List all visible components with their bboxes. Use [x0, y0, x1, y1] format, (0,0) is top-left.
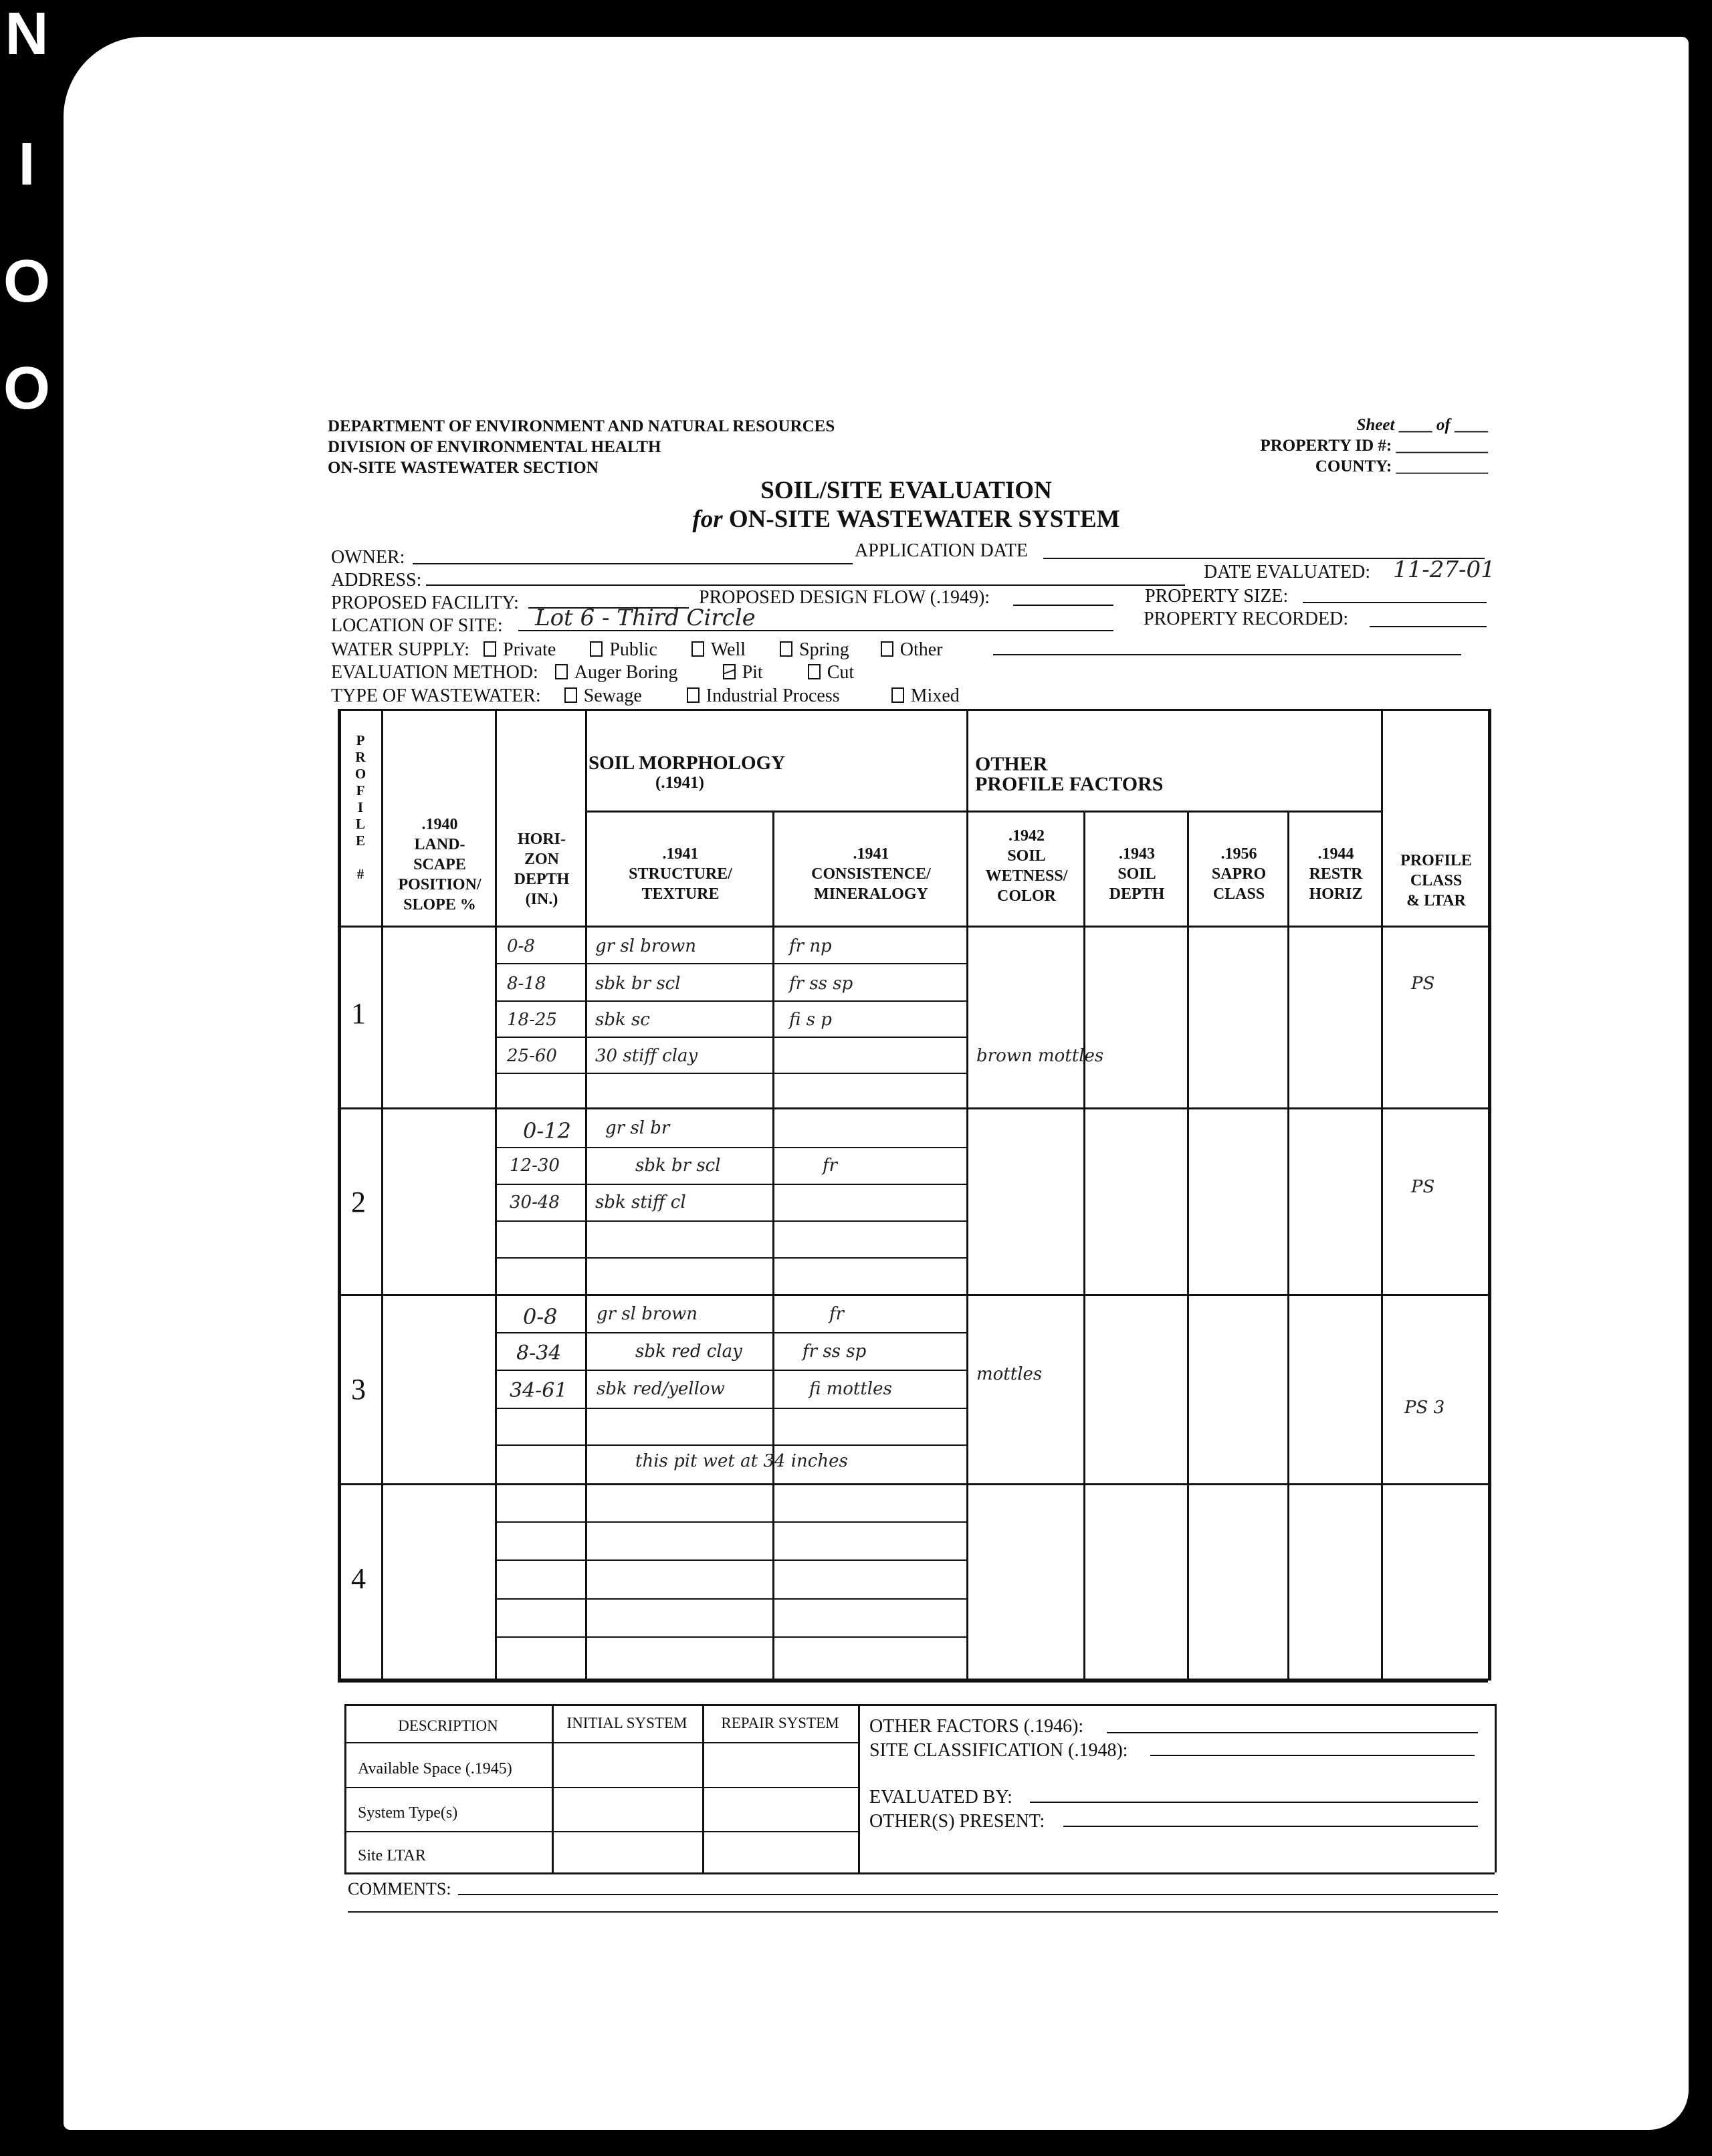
description-header: DESCRIPTION — [398, 1717, 498, 1734]
checkbox-private[interactable]: Private — [484, 639, 556, 660]
texture-cell[interactable]: sbk br scl — [595, 974, 681, 994]
checkbox-cut[interactable]: Cut — [808, 662, 854, 683]
depth-cell[interactable]: 0-8 — [523, 1304, 558, 1329]
profile-number: 3 — [351, 1373, 366, 1406]
profile-number: 1 — [351, 997, 366, 1030]
checkbox-public[interactable]: Public — [590, 639, 657, 660]
texture-cell[interactable]: sbk sc — [595, 1010, 650, 1030]
water-supply-row — [331, 639, 943, 661]
property-recorded-label: PROPERTY RECORDED: — [1144, 609, 1349, 629]
edge-mark: N — [5, 1, 49, 68]
evaluation-method-row — [331, 662, 854, 683]
edge-mark: O — [3, 248, 50, 315]
checkbox-industrial[interactable]: Industrial Process — [687, 685, 840, 706]
profile-class-header: PROFILE CLASS & LTAR — [1400, 852, 1472, 909]
design-flow-field[interactable] — [1013, 605, 1113, 606]
texture-cell[interactable]: gr sl brown — [597, 1304, 698, 1324]
depth-cell[interactable]: 18-25 — [507, 1010, 557, 1030]
other-supply-field[interactable] — [993, 654, 1461, 655]
evaluated-by-label: EVALUATED BY: — [869, 1787, 1012, 1808]
checkbox-pit[interactable]: Pit — [723, 662, 763, 683]
dept-line: DIVISION OF ENVIRONMENTAL HEALTH — [328, 438, 661, 456]
property-size-field[interactable] — [1303, 602, 1487, 603]
comments-field-line-2[interactable] — [348, 1911, 1498, 1913]
evaluation-method-label: EVALUATION METHOD: — [331, 662, 538, 683]
property-size-label: PROPERTY SIZE: — [1145, 586, 1289, 607]
texture-cell[interactable]: gr sl br — [605, 1118, 670, 1138]
sheet-info: Sheet ____ of ____ PROPERTY ID #: ___________ COUNTY: ___________ — [1260, 416, 1488, 475]
property-recorded-field[interactable] — [1370, 626, 1487, 627]
consistence-cell[interactable]: fi s p — [789, 1010, 832, 1030]
sheet-label: Sheet — [1356, 416, 1395, 434]
edge-mark: O — [3, 355, 50, 422]
property-id-label: PROPERTY ID #: — [1260, 437, 1392, 455]
date-evaluated-value[interactable]: 11-27-01 — [1393, 556, 1495, 583]
consistence-cell[interactable]: fr — [823, 1156, 838, 1176]
landscape-header: .1940 LAND- SCAPE POSITION/ SLOPE % — [398, 816, 481, 913]
summary-row-label: System Type(s) — [358, 1804, 458, 1822]
profile-class-cell[interactable]: PS — [1411, 1177, 1435, 1197]
other-profile-factors-header: OTHER PROFILE FACTORS — [975, 753, 1164, 795]
wetness-cell[interactable]: mottles — [976, 1364, 1043, 1384]
title-line-2: ON-SITE WASTEWATER SYSTEM — [728, 506, 1120, 533]
consistence-cell[interactable]: fr ss sp — [789, 974, 853, 994]
edge-mark: I — [18, 131, 35, 198]
depth-cell[interactable]: 30-48 — [510, 1192, 560, 1212]
profile-number: 2 — [351, 1186, 366, 1218]
title-for: for — [692, 506, 723, 533]
address-label: ADDRESS: — [331, 570, 422, 590]
profile-class-cell[interactable]: PS 3 — [1404, 1398, 1445, 1418]
texture-cell[interactable]: sbk red clay — [635, 1341, 742, 1362]
application-date-label: APPLICATION DATE — [855, 540, 1028, 561]
soil-depth-header: .1943 SOIL DEPTH — [1109, 845, 1165, 903]
checkbox-sewage[interactable]: Sewage — [564, 685, 642, 706]
consistence-cell[interactable]: fr ss sp — [802, 1341, 867, 1362]
checkbox-spring[interactable]: Spring — [780, 639, 849, 660]
depth-cell[interactable]: 12-30 — [510, 1156, 560, 1176]
other-factors-field[interactable] — [1107, 1732, 1478, 1733]
profile-class-cell[interactable]: PS — [1411, 974, 1435, 994]
texture-cell[interactable]: sbk br scl — [635, 1156, 721, 1176]
consistence-mineralogy-header: .1941 CONSISTENCE/ MINERALOGY — [811, 845, 931, 903]
horizon-depth-header: HORI- ZON DEPTH (IN.) — [514, 831, 570, 908]
texture-cell[interactable]: gr sl brown — [595, 936, 696, 956]
comments-field[interactable] — [458, 1894, 1498, 1895]
wastewater-type-label: TYPE OF WASTEWATER: — [331, 685, 541, 706]
county-label: COUNTY: — [1315, 457, 1392, 475]
checkbox-well[interactable]: Well — [691, 639, 746, 660]
structure-texture-header: .1941 STRUCTURE/ TEXTURE — [629, 845, 732, 903]
date-evaluated-label: DATE EVALUATED: — [1204, 562, 1371, 582]
wastewater-type-row — [331, 685, 960, 707]
profile-number: 4 — [351, 1562, 366, 1595]
other-factors-label: OTHER FACTORS (.1946): — [869, 1716, 1084, 1737]
consistence-cell[interactable]: fr — [829, 1304, 845, 1324]
depth-cell[interactable]: 8-34 — [516, 1341, 562, 1365]
soil-morphology-header: SOIL MORPHOLOGY (.1941) — [588, 752, 786, 792]
owner-label: OWNER: — [331, 547, 405, 568]
owner-field[interactable] — [413, 563, 853, 564]
restr-horiz-header: .1944 RESTR HORIZ — [1309, 845, 1363, 903]
summary-row-label: Available Space (.1945) — [358, 1760, 512, 1777]
others-present-field[interactable] — [1063, 1826, 1478, 1827]
texture-cell[interactable]: sbk stiff cl — [595, 1192, 686, 1212]
profile-note[interactable]: this pit wet at 34 inches — [635, 1451, 848, 1471]
checkbox-mixed[interactable]: Mixed — [891, 685, 960, 706]
proposed-facility-label: PROPOSED FACILITY: — [331, 592, 519, 613]
texture-cell[interactable]: sbk red/yellow — [597, 1379, 725, 1399]
soil-wetness-header: .1942 SOIL WETNESS/ COLOR — [985, 827, 1068, 905]
water-supply-label: WATER SUPPLY: — [331, 639, 469, 660]
texture-cell[interactable]: 30 stiff clay — [595, 1046, 698, 1066]
checkbox-auger-boring[interactable]: Auger Boring — [555, 662, 678, 683]
location-value[interactable]: Lot 6 - Third Circle — [535, 605, 756, 631]
depth-cell[interactable]: 0-12 — [523, 1118, 571, 1144]
others-present-label: OTHER(S) PRESENT: — [869, 1811, 1045, 1832]
design-flow-label: PROPOSED DESIGN FLOW (.1949): — [699, 587, 990, 608]
location-label: LOCATION OF SITE: — [331, 615, 503, 636]
depth-cell[interactable]: 0-8 — [507, 936, 535, 956]
checkbox-other[interactable]: Other — [881, 639, 943, 660]
wetness-cell[interactable]: brown mottles — [976, 1046, 1104, 1066]
sapro-class-header: .1956 SAPRO CLASS — [1211, 845, 1267, 903]
repair-system-header: REPAIR SYSTEM — [721, 1715, 839, 1731]
site-classification-field[interactable] — [1150, 1755, 1475, 1756]
depth-cell[interactable]: 25-60 — [507, 1046, 557, 1066]
profile-header: P R O F I L E # — [354, 732, 366, 882]
dept-line: DEPARTMENT OF ENVIRONMENT AND NATURAL RESOURCES — [328, 417, 835, 435]
of-label: of — [1436, 416, 1451, 434]
comments-label: COMMENTS: — [348, 1879, 451, 1899]
department-header — [328, 416, 835, 478]
form-title — [535, 476, 1277, 534]
dept-line: ON-SITE WASTEWATER SECTION — [328, 459, 599, 477]
evaluated-by-field[interactable] — [1030, 1802, 1478, 1803]
depth-cell[interactable]: 34-61 — [510, 1379, 568, 1402]
consistence-cell[interactable]: fr np — [789, 936, 832, 956]
consistence-cell[interactable]: fi mottles — [809, 1379, 892, 1399]
site-classification-label: SITE CLASSIFICATION (.1948): — [869, 1740, 1128, 1761]
depth-cell[interactable]: 8-18 — [507, 974, 546, 994]
summary-row-label: Site LTAR — [358, 1847, 426, 1864]
title-line-1: SOIL/SITE EVALUATION — [760, 477, 1052, 504]
address-field[interactable] — [426, 584, 1185, 586]
initial-system-header: INITIAL SYSTEM — [566, 1715, 687, 1731]
